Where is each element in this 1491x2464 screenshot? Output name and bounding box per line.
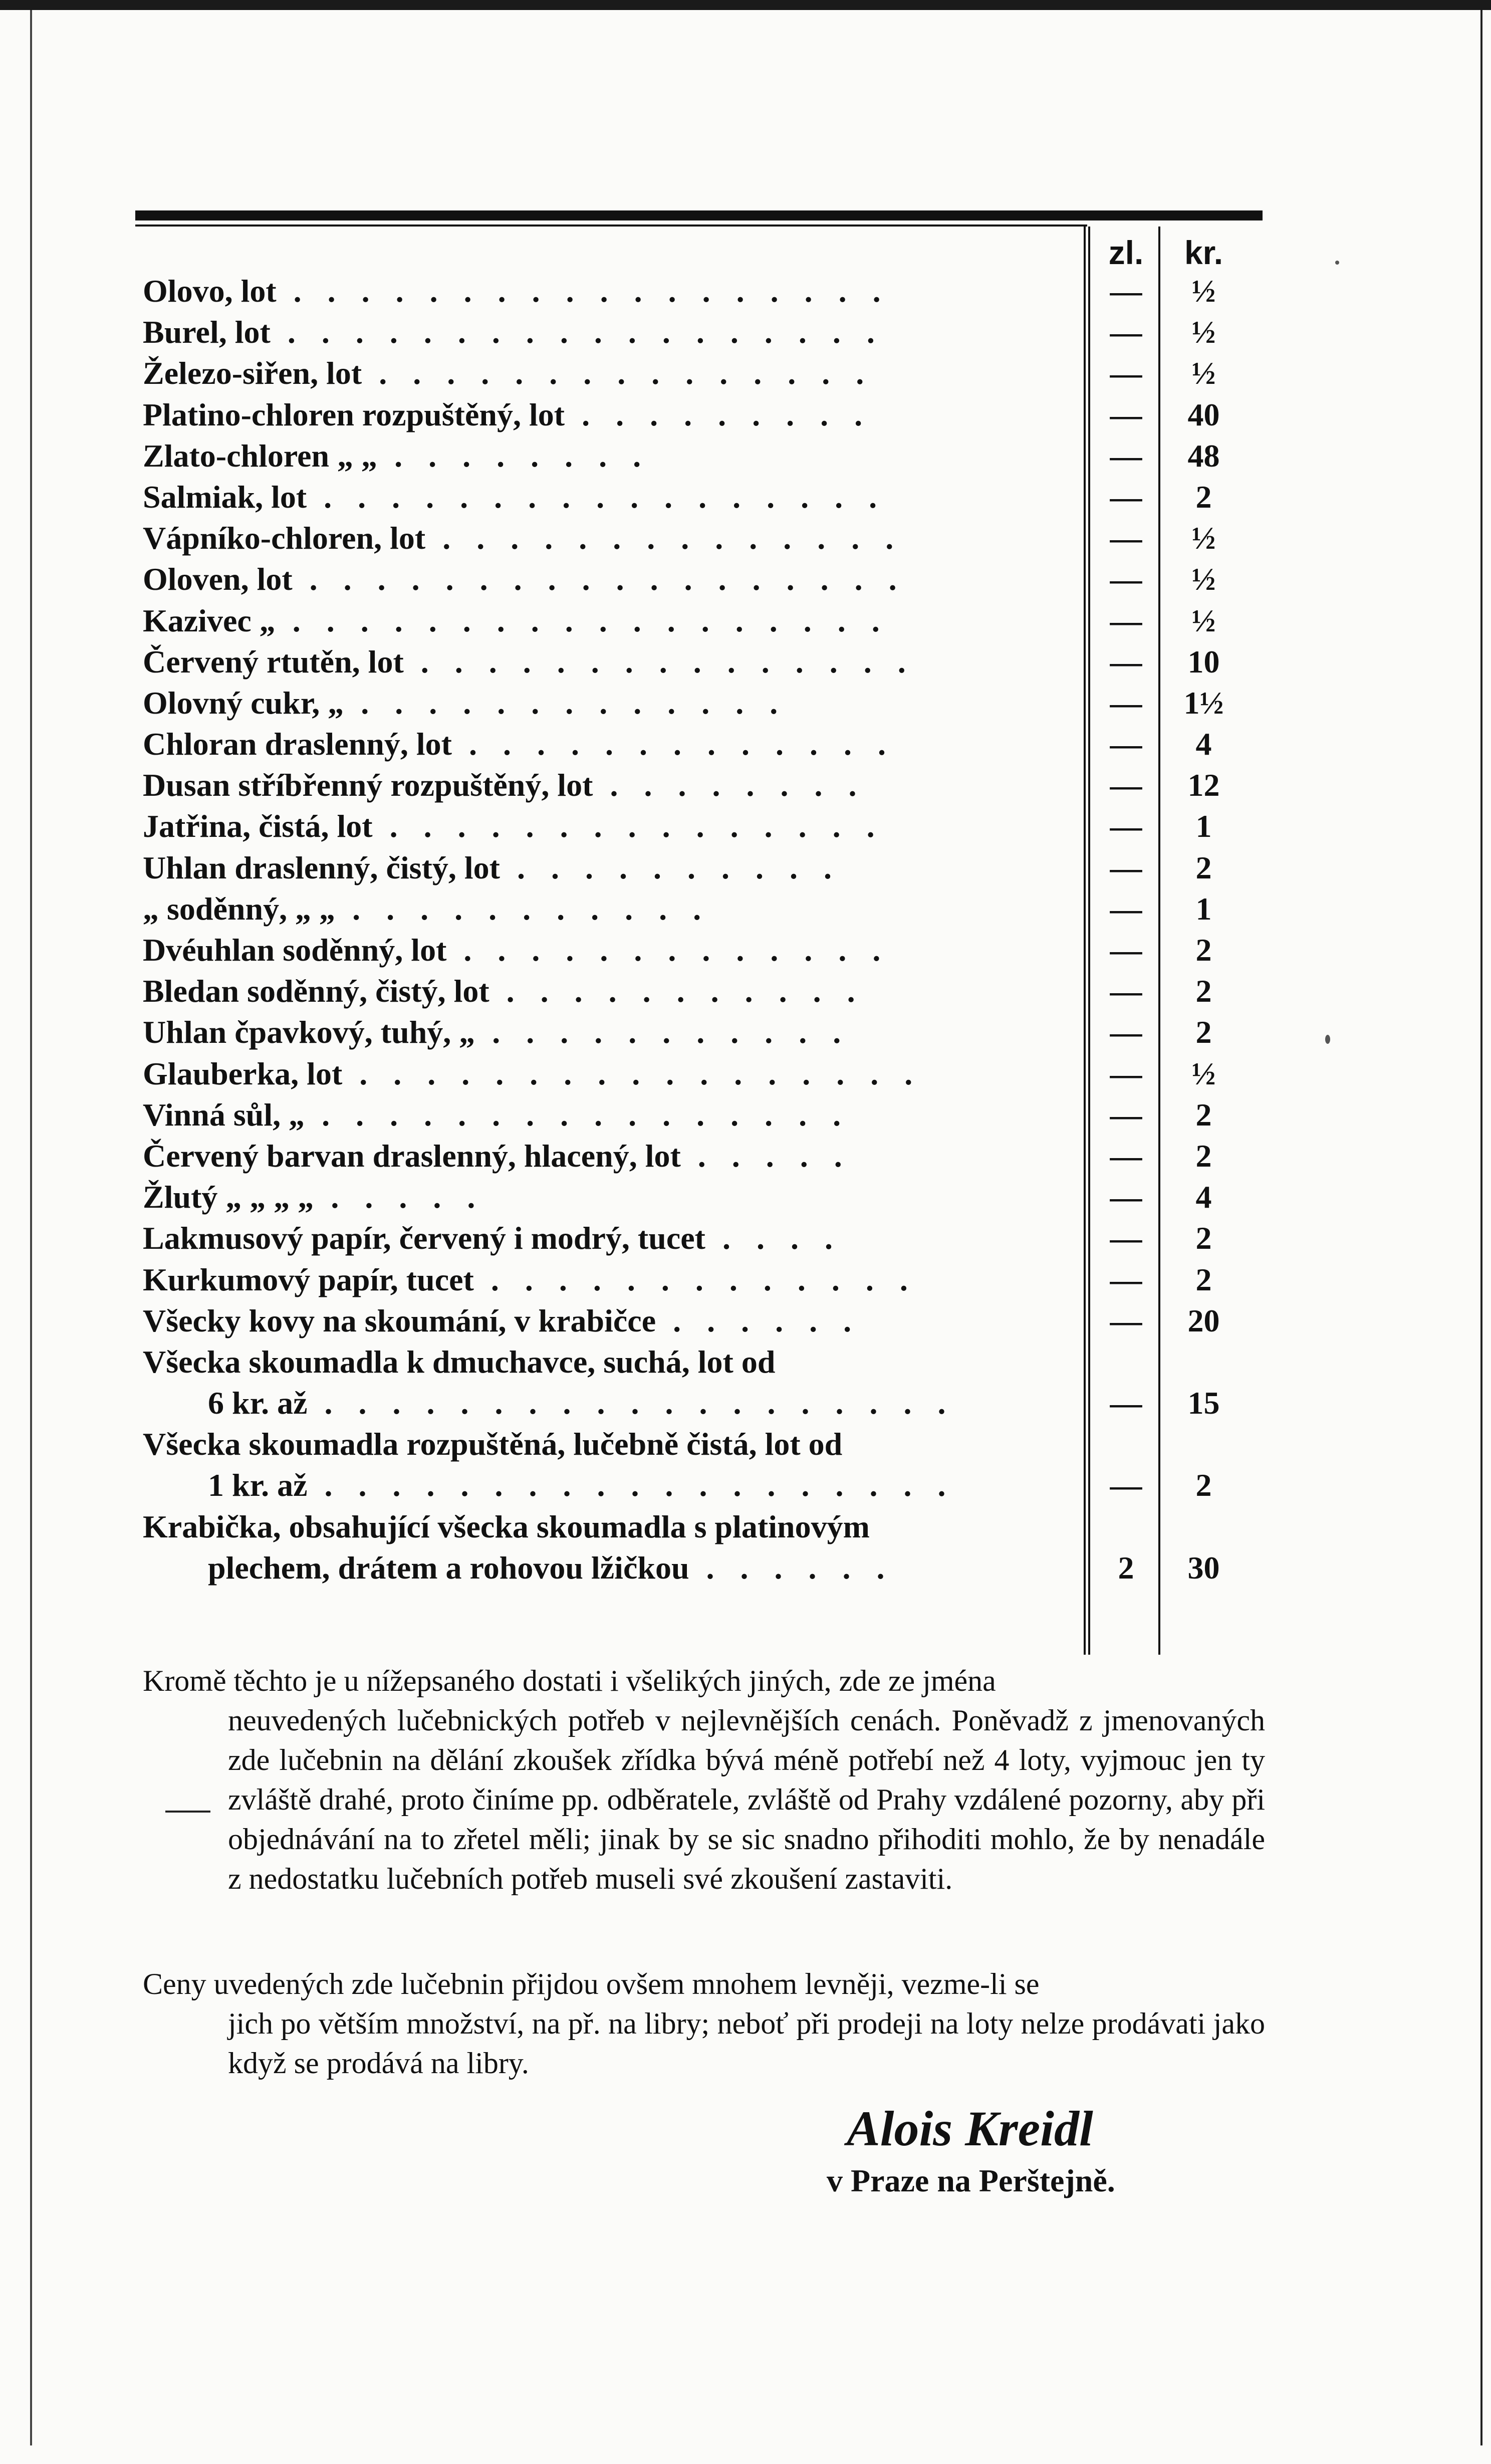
item-name (143, 1300, 1060, 1341)
item-name (143, 477, 1060, 518)
price-zl: — (1110, 1138, 1142, 1174)
table-row-two-line (143, 1424, 1270, 1506)
price-zl: — (1110, 808, 1142, 844)
price-kr: 2 (1195, 1096, 1212, 1133)
item-name (143, 353, 1060, 394)
price-kr: 2 (1195, 1014, 1212, 1050)
item-label: Červený barvan draslenný, hlacený, lot (143, 1138, 681, 1174)
item-name (143, 930, 1060, 971)
table-row (143, 1177, 1270, 1218)
item-name (143, 1094, 1060, 1136)
item-name (143, 1177, 1060, 1218)
item-name (143, 1259, 1060, 1300)
table-row (143, 1136, 1270, 1177)
price-kr: ½ (1191, 273, 1216, 309)
dot-leader: . . . . . . (656, 1302, 861, 1338)
table-row-two-line (143, 1341, 1270, 1424)
item-name (143, 271, 1060, 312)
item-name (143, 435, 1060, 477)
note-paragraph-2-body: jich po větším množství, na př. na libry; neboť při prodeji na loty nelze prodávati jako když se prodává na libry. (228, 2007, 1265, 2080)
dot-leader: . . . . . . . . . . . . . . . . . (307, 479, 886, 515)
item-name (143, 683, 1060, 724)
item-name (143, 1136, 1060, 1177)
table-row (143, 806, 1270, 847)
price-kr: 2 (1195, 932, 1212, 968)
price-kr: ½ (1191, 1055, 1216, 1091)
table-row (143, 1259, 1270, 1300)
paper-speck (1335, 261, 1339, 265)
price-zl: — (1110, 1302, 1142, 1338)
item-label: Jatřina, čistá, lot (143, 808, 373, 844)
item-label: Olovo, lot (143, 273, 277, 309)
price-kr: 2 (1195, 479, 1212, 515)
table-row (143, 477, 1270, 518)
item-label: Uhlan draslenný, čistý, lot (143, 849, 500, 885)
price-zl: — (1110, 314, 1142, 350)
price-kr: 48 (1187, 437, 1220, 474)
item-label: Všecky kovy na skoumání, v krabičce (143, 1302, 656, 1338)
dot-leader: . . . . . . . . . . . . . . . . . (342, 1055, 922, 1091)
table-rows (143, 271, 1270, 1341)
price-kr: 30 (1187, 1549, 1220, 1586)
top-thin-rule (135, 225, 1087, 227)
item-label-line1: Všecka skoumadla rozpuštěná, lučebně čistá, lot od (143, 1426, 843, 1462)
dot-leader: . . . . . . . . . . . . . (344, 685, 787, 721)
item-label: Uhlan čpavkový, tuhý, „ (143, 1014, 475, 1050)
price-kr: 2 (1195, 1467, 1212, 1503)
item-name (143, 847, 1060, 888)
price-kr: 10 (1187, 643, 1220, 680)
dot-leader: . . . . . . . . . . . . . . . . . . (275, 602, 889, 638)
price-zl: — (1110, 849, 1142, 885)
table-row (143, 518, 1270, 559)
dot-leader: . . . . . (680, 1138, 851, 1174)
header-kr: kr. (1184, 234, 1223, 271)
item-label: Dvéuhlan soděnný, lot (143, 932, 447, 968)
price-kr: 2 (1195, 1138, 1212, 1174)
dot-leader: . . . . . . . . . (565, 396, 872, 432)
price-zl: — (1110, 273, 1142, 309)
price-zl: — (1110, 685, 1142, 721)
dot-leader: . . . . . . . . . . . (489, 973, 864, 1009)
page-edge-left (30, 10, 32, 2445)
price-zl: — (1110, 355, 1142, 391)
table-row (143, 559, 1270, 600)
dot-leader: . . . . . . . . . . . . . . . (362, 355, 873, 391)
paper-speck (1325, 1035, 1330, 1044)
price-zl: — (1110, 1385, 1142, 1421)
table-row (143, 600, 1270, 641)
item-name (143, 1218, 1060, 1259)
item-label-line2 (143, 1547, 1060, 1589)
dot-leader: . . . . . . . . . . . . . . . . . . (270, 314, 884, 350)
item-label: Kazivec „ (143, 602, 276, 638)
price-kr: 20 (1187, 1302, 1220, 1338)
item-label: Bledan soděnný, čistý, lot (143, 973, 489, 1009)
dot-leader: . . . . . . . . . . . . . (473, 1261, 917, 1297)
price-zl: — (1110, 1096, 1142, 1133)
price-zl: — (1110, 643, 1142, 680)
item-name (143, 600, 1060, 641)
dot-leader: . . . . . . . . . . (500, 849, 841, 885)
page-edge-right (1480, 10, 1482, 2445)
header-zl: zl. (1108, 234, 1144, 271)
item-label: Zlato-chloren „ „ (143, 437, 378, 474)
price-zl: — (1110, 726, 1142, 762)
item-name (143, 312, 1060, 353)
item-label-line1: Krabička, obsahující všecka skoumadla s platinovým (143, 1508, 870, 1544)
price-zl: — (1110, 479, 1142, 515)
item-label: Olovný cukr, „ (143, 685, 344, 721)
item-name (143, 806, 1060, 847)
price-zl: — (1110, 1220, 1142, 1256)
note-paragraph-1-first-line: Kromě těchto je u nížepsaného dostati i všelikých jiných, zde ze jména (143, 1664, 996, 1697)
price-zl: — (1110, 520, 1142, 556)
table-header (143, 231, 1270, 271)
dot-leader: . . . . . . . . . . . . . . . . . . . (307, 1467, 955, 1503)
price-zl: 2 (1118, 1549, 1134, 1586)
price-zl: — (1110, 767, 1142, 803)
dot-leader: . . . . (705, 1220, 842, 1256)
table-tall-rows (143, 1341, 1270, 1589)
price-kr: 4 (1195, 726, 1212, 762)
item-label: Dusan stříbřenný rozpuštěný, lot (143, 767, 593, 803)
price-zl: — (1110, 932, 1142, 968)
table-row (143, 1053, 1270, 1094)
dot-leader: . . . . . . . . . . . . . . (425, 520, 903, 556)
table-row (143, 1218, 1270, 1259)
table-row (143, 930, 1270, 971)
dot-leader: . . . . . . . . . . . . . (446, 932, 890, 968)
item-label: Kurkumový papír, tucet (143, 1261, 474, 1297)
price-zl: — (1110, 396, 1142, 432)
item-label: Lakmusový papír, červený i modrý, tucet (143, 1220, 705, 1256)
price-zl: — (1110, 1261, 1142, 1297)
price-kr: 40 (1187, 396, 1220, 432)
item-name (143, 765, 1060, 806)
dot-leader: . . . . . . . . (593, 767, 866, 803)
table-row (143, 353, 1270, 394)
item-label-line1: Všecka skoumadla k dmuchavce, suchá, lot od (143, 1343, 776, 1380)
item-name (143, 1012, 1060, 1053)
price-kr: 2 (1195, 1261, 1212, 1297)
table-row (143, 683, 1270, 724)
item-name (143, 559, 1060, 600)
dot-leader: . . . . . . . . . . . . . . . (403, 643, 915, 680)
dot-leader: . . . . . (314, 1179, 484, 1215)
price-zl: — (1110, 561, 1142, 597)
price-kr: 1½ (1183, 685, 1224, 721)
price-kr: 1 (1195, 890, 1212, 927)
table-row (143, 1300, 1270, 1341)
table-row (143, 435, 1270, 477)
price-list-table (143, 231, 1270, 1589)
dot-leader: . . . . . . . . . . . (475, 1014, 850, 1050)
price-kr: ½ (1191, 355, 1216, 391)
price-kr: 2 (1195, 973, 1212, 1009)
price-kr: 2 (1195, 849, 1212, 885)
item-label: Železo-siřen, lot (143, 355, 362, 391)
item-label-line2 (143, 1383, 1060, 1424)
dot-leader: . . . . . . . . . . . . . . . . (305, 1096, 850, 1133)
dot-leader: . . . . . . . . . . . . . . . . . . . (307, 1385, 955, 1421)
note-paragraph-1 (143, 1661, 1265, 1899)
item-label-line2-text: 1 kr. až (208, 1467, 308, 1503)
dot-leader: . . . . . . . . . . . (335, 890, 710, 927)
price-kr: 15 (1187, 1385, 1220, 1421)
table-row (143, 271, 1270, 312)
dot-leader: . . . . . . . . . . . . . . . . . . (276, 273, 890, 309)
item-label: Platino-chloren rozpuštěný, lot (143, 396, 565, 432)
price-kr: 2 (1195, 1220, 1212, 1256)
top-thick-rule (135, 210, 1263, 220)
item-name (143, 724, 1060, 765)
item-name (143, 1341, 1060, 1424)
price-zl: — (1110, 602, 1142, 638)
price-kr: 4 (1195, 1179, 1212, 1215)
table-row (143, 724, 1270, 765)
table-row (143, 641, 1270, 683)
table-row (143, 1012, 1270, 1053)
item-label: Žlutý „ „ „ „ (143, 1179, 314, 1215)
price-zl: — (1110, 437, 1142, 474)
item-name (143, 1424, 1060, 1506)
note-paragraph-2-first-line: Ceny uvedených zde lučebnin přijdou ovšem mnohem levněji, vezme-li se (143, 1967, 1040, 2000)
price-zl: — (1110, 1467, 1142, 1503)
price-zl: — (1110, 1014, 1142, 1050)
item-label: Oloven, lot (143, 561, 293, 597)
price-kr: ½ (1191, 314, 1216, 350)
item-label: Vápníko-chloren, lot (143, 520, 426, 556)
price-kr: ½ (1191, 520, 1216, 556)
item-label-line2-text: 6 kr. až (208, 1385, 308, 1421)
item-label: Glauberka, lot (143, 1055, 343, 1091)
dot-leader: . . . . . . . . . . . . . . . . . . (292, 561, 906, 597)
table-row (143, 847, 1270, 888)
item-label: Vinná sůl, „ (143, 1096, 305, 1133)
table-row (143, 888, 1270, 930)
item-name (143, 1053, 1060, 1094)
signature-address: v Praze na Perštejně. (827, 2163, 1115, 2198)
price-zl: — (1110, 1179, 1142, 1215)
item-label: Červený rtutěn, lot (143, 643, 404, 680)
note-paragraph-1-body: neuvedených lučebnických potřeb v nejlevnějších cenách. Poněvadž z jmenovaných zde lučebnin na dělání zkoušek zřídka bývá méně potřebí než 4 loty, vyjmouc jen ty zvláště drahé, proto činíme pp. odběratele, zvláště od Prahy vzdálené pozorny, aby při objednávání na to zřetel měli; jinak by se sic snadno přihoditi mohlo, že by nenadále z nedostatku lučebních potřeb museli své zkoušení zastaviti. (228, 1704, 1265, 1895)
item-name (143, 641, 1060, 683)
item-label-line2-text: plechem, drátem a rohovou lžičkou (208, 1549, 689, 1586)
item-label: Chloran draslenný, lot (143, 726, 452, 762)
table-row-two-line (143, 1506, 1270, 1589)
item-label: Burel, lot (143, 314, 271, 350)
table-row (143, 1094, 1270, 1136)
item-name (143, 971, 1060, 1012)
price-kr: 1 (1195, 808, 1212, 844)
item-label: „ soděnný, „ „ (143, 890, 336, 927)
item-name (143, 394, 1060, 435)
item-name (143, 1506, 1060, 1589)
price-zl: — (1110, 973, 1142, 1009)
price-zl: — (1110, 890, 1142, 927)
signature-name: Alois Kreidl (847, 2101, 1093, 2156)
table-row (143, 765, 1270, 806)
price-kr: 12 (1187, 767, 1220, 803)
price-kr: ½ (1191, 602, 1216, 638)
item-label-line2 (143, 1465, 1060, 1506)
dot-leader: . . . . . . . . . . . . . (451, 726, 895, 762)
table-row (143, 394, 1270, 435)
dot-leader: . . . . . . . . (377, 437, 650, 474)
dot-leader: . . . . . . (689, 1549, 894, 1586)
table-row (143, 971, 1270, 1012)
item-name (143, 518, 1060, 559)
page-edge-top (0, 0, 1491, 10)
item-label: Salmiak, lot (143, 479, 307, 515)
item-name (143, 888, 1060, 930)
dot-leader: . . . . . . . . . . . . . . . (372, 808, 884, 844)
price-kr: ½ (1191, 561, 1216, 597)
price-zl: — (1110, 1055, 1142, 1091)
table-row (143, 312, 1270, 353)
note-paragraph-2 (143, 1964, 1265, 2083)
